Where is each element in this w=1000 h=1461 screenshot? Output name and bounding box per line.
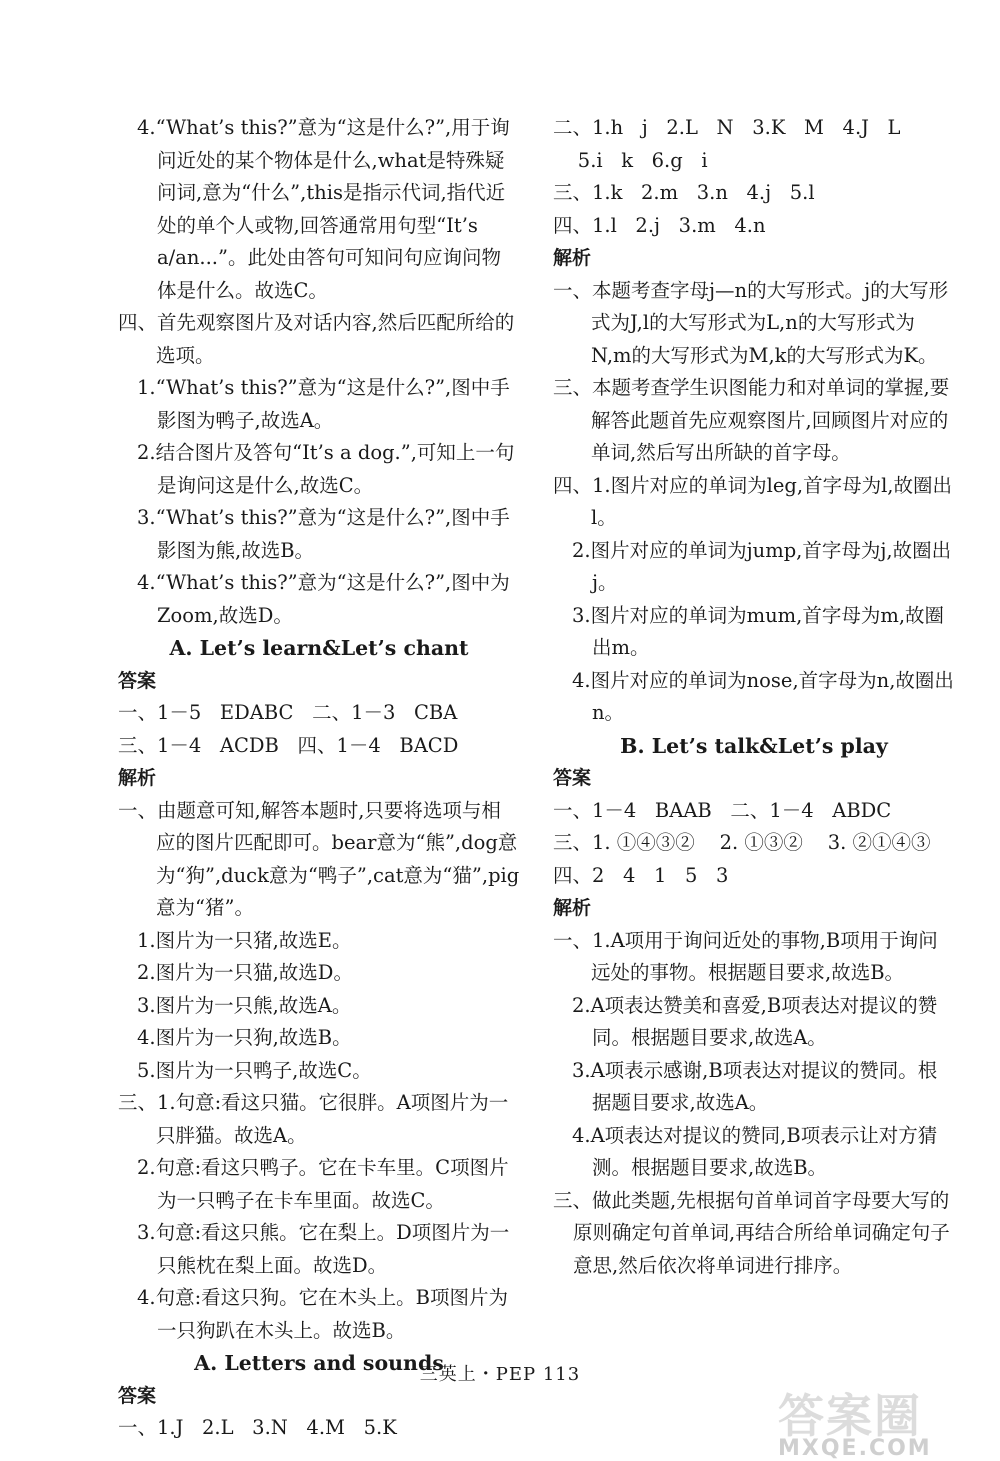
watermark-small-text: MXQE.COM bbox=[778, 1436, 932, 1461]
answer-label: 答案 bbox=[118, 1384, 157, 1407]
paragraph: 4.句意:看这只狗。它在木头上。B项图片为一只狗趴在木头上。故选B。 bbox=[137, 1286, 509, 1342]
watermark-big-text: 答案圈 bbox=[778, 1389, 922, 1443]
paragraph: 4.“What’s this?”意为“这是什么?”,图中为Zoom,故选D。 bbox=[137, 571, 510, 627]
paragraph: 2.图片为一只猫,故选D。 bbox=[137, 961, 353, 984]
paragraph: 四、首先观察图片及对话内容,然后匹配所给的选项。 bbox=[118, 311, 515, 367]
paragraph: 3.A项表示感谢,B项表达对提议的赞同。根据题目要求,故选A。 bbox=[572, 1058, 938, 1114]
answer-line: 三、1.k 2.m 3.n 4.j 5.l bbox=[553, 181, 815, 204]
paragraph: 5.图片为一只鸭子,故选C。 bbox=[137, 1058, 372, 1082]
section-heading: A. Let’s learn&Let’s chant bbox=[169, 636, 469, 660]
analysis-label: 解析 bbox=[118, 767, 157, 789]
answer-line: 三、1－4 ACDB 四、1－4 BACD bbox=[118, 733, 459, 757]
answer-line: 四、2 4 1 5 3 bbox=[553, 863, 729, 887]
answer-label: 答案 bbox=[553, 767, 592, 789]
paragraph: 3.图片为一只熊,故选A。 bbox=[137, 993, 352, 1017]
answer-line: 一、1.J 2.L 3.N 4.M 5.K bbox=[118, 1416, 397, 1439]
answer-line: 一、1－5 EDABC 二、1－3 CBA bbox=[118, 701, 458, 724]
answer-line: 一、1－4 BAAB 二、1－4 ABDC bbox=[553, 798, 892, 822]
paragraph: 三、本题考查学生识图能力和对单词的掌握,要解答此题首先应观察图片,回顾图片对应的单词,然后写出所缺的首字母。 bbox=[553, 376, 950, 464]
answer-line: 四、1.l 2.j 3.m 4.n bbox=[553, 213, 766, 237]
paragraph: 2.图片对应的单词为jump,首字母为j,故圈出j。 bbox=[572, 538, 952, 594]
paragraph: 一、由题意可知,解答本题时,只要将选项与相应的图片匹配即可。bear意为“熊”,dog意为“狗”,duck意为“鸭子”,cat意为“猫”,pig意为“猪”。 bbox=[118, 798, 520, 919]
paragraph: 4.图片为一只狗,故选B。 bbox=[137, 1026, 352, 1049]
paragraph: 2.结合图片及答句“It’s a dog.”,可知上一句是询问这是什么,故选C。 bbox=[137, 441, 515, 497]
analysis-label: 解析 bbox=[553, 897, 592, 919]
paragraph: 1.“What’s this?”意为“这是什么?”,图中手影图为鸭子,故选A。 bbox=[137, 376, 510, 432]
right-column bbox=[553, 112, 955, 1282]
paragraph: 2.句意:看这只鸭子。它在卡车里。C项图片为一只鸭子在卡车里面。故选C。 bbox=[137, 1156, 509, 1212]
answer-label: 答案 bbox=[118, 669, 157, 692]
page-footer: 三英上・PEP 113 bbox=[419, 1364, 581, 1385]
paragraph: 一、本题考查字母j—n的大写形式。j的大写形式为J,l的大写形式为L,n的大写形式为N,m的大写形式为M,k的大写形式为K。 bbox=[553, 278, 949, 367]
section-heading: B. Let’s talk&Let’s play bbox=[620, 733, 888, 758]
analysis-label: 解析 bbox=[553, 247, 592, 269]
paragraph: 一、1.A项用于询问近处的事物,B项用于询问远处的事物。根据题目要求,故选B。 bbox=[553, 928, 938, 984]
paragraph: 4.A项表达对提议的赞同,B项表示让对方猜测。根据题目要求,故选B。 bbox=[572, 1123, 938, 1179]
left-column bbox=[118, 112, 520, 1445]
paragraph: 3.图片对应的单词为mum,首字母为m,故圈出m。 bbox=[572, 603, 945, 659]
answer-line: 三、1. ①④③② 2. ①③② 3. ②①④③ bbox=[553, 831, 931, 854]
watermark-logo bbox=[778, 1380, 978, 1461]
paragraph: 2.A项表达赞美和喜爱,B项表达对提议的赞同。根据题目要求,故选A。 bbox=[572, 993, 938, 1049]
answer-line: 5.i k 6.g i bbox=[553, 148, 708, 172]
paragraph: 四、1.图片对应的单词为leg,首字母为l,故圈出l。 bbox=[553, 473, 952, 529]
paragraph: 3.句意:看这只熊。它在梨上。D项图片为一只熊枕在梨上面。故选D。 bbox=[137, 1221, 510, 1277]
paragraph: 4.图片对应的单词为nose,首字母为n,故圈出n。 bbox=[572, 668, 954, 724]
paragraph: 4.“What’s this?”意为“这是什么?”,用于询问近处的某个物体是什么,what是特殊疑问词,意为“什么”,this是指示代词,指代近处的单个人或物,回答通常用句型“It’s a/an...”。此处由答句可知问句应询问物体是什么。故选C。 bbox=[137, 116, 510, 302]
paragraph: 3.“What’s this?”意为“这是什么?”,图中手影图为熊,故选B。 bbox=[137, 506, 510, 562]
paragraph: 三、1.句意:看这只猫。它很胖。A项图片为一只胖猫。故选A。 bbox=[118, 1091, 509, 1147]
section-heading: A. Letters and sounds bbox=[194, 1351, 444, 1375]
answer-line: 二、1.h j 2.L N 3.K M 4.J L bbox=[553, 116, 901, 139]
paragraph: 1.图片为一只猪,故选E。 bbox=[137, 928, 352, 952]
paragraph: 三、做此类题,先根据句首单词首字母要大写的原则确定句首单词,再结合所给单词确定句子意思,然后依次将单词进行排序。 bbox=[553, 1188, 950, 1277]
